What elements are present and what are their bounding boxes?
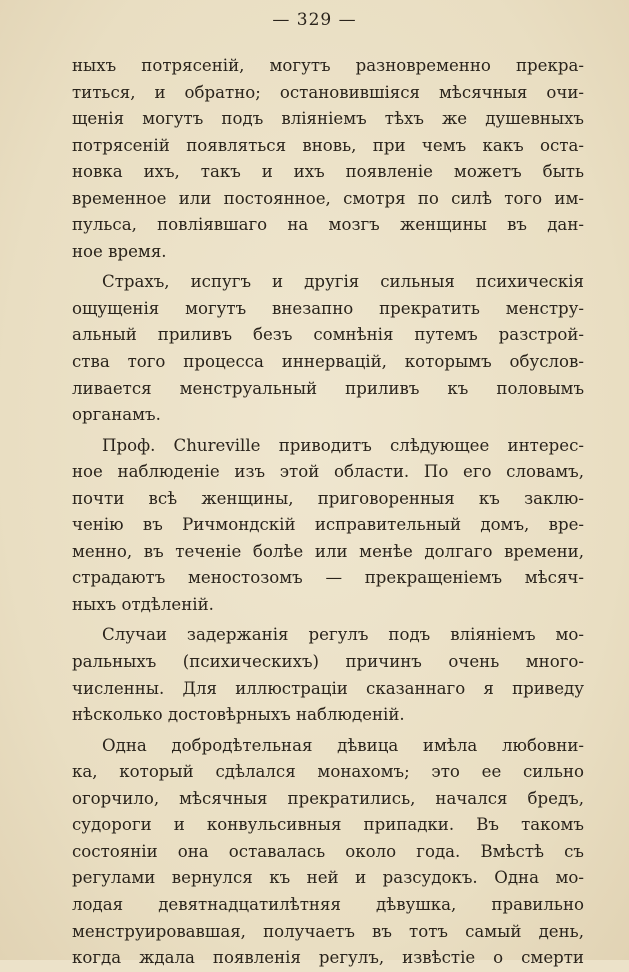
text-line: менно, въ теченіе болѣе или менѣе долгаго времени, <box>72 541 584 561</box>
text-line: менструировавшая, получаетъ въ тотъ самый день, <box>72 921 584 941</box>
text-line: ства того процесса иннервацій, которымъ обуслов- <box>72 352 584 372</box>
text-line: ка, который сдѣлался монахомъ; это ее сильно <box>72 762 584 782</box>
text-line: ченію въ Ричмондскій исправительный домъ, вре- <box>72 515 584 535</box>
text-line: Проф. Chureville приводитъ слѣдующее интерес- <box>102 435 584 455</box>
text-line: органамъ. <box>72 405 161 425</box>
paragraph <box>72 269 584 428</box>
page-number: — 329 — <box>272 10 357 30</box>
text-line: новка ихъ, такъ и ихъ появленіе можетъ быть <box>72 162 584 182</box>
text-line: временное или постоянное, смотря по силѣ того им- <box>72 188 584 208</box>
text-line: численны. Для иллюстраціи сказаннаго я приведу <box>72 678 584 698</box>
paragraph <box>72 733 584 972</box>
text-line: ощущенія могутъ внезапно прекратить менстру- <box>72 298 584 318</box>
text-line: ливается менструальный приливъ къ половымъ <box>72 378 584 398</box>
text-line: огорчило, мѣсячныя прекратились, начался бредъ, <box>72 788 584 808</box>
text-line: нѣсколько достовѣрныхъ наблюденій. <box>72 705 405 725</box>
text-line: регулами вернулся къ ней и разсудокъ. Одна мо- <box>72 868 584 888</box>
text-line: почти всѣ женщины, приговоренныя къ заклю- <box>72 488 584 508</box>
text-line: страдаютъ меностозомъ — прекращеніемъ мѣсяч- <box>72 568 584 588</box>
text-line: титься, и обратно; остановившіяся мѣсячныя очи- <box>72 82 584 102</box>
paragraph <box>72 53 584 265</box>
text-line: пульса, повліявшаго на мозгъ женщины въ дан- <box>72 215 584 235</box>
text-line: альный приливъ безъ сомнѣнія путемъ разстрой- <box>72 325 584 345</box>
text-line: ныхъ отдѣленій. <box>72 594 214 614</box>
text-line: лодая девятнадцатилѣтняя дѣвушка, правильно <box>72 894 584 914</box>
text-line: Страхъ, испугъ и другія сильныя психическія <box>102 272 584 292</box>
paragraph <box>72 622 584 728</box>
text-line: Одна добродѣтельная дѣвица имѣла любовни- <box>102 735 584 755</box>
page-text <box>72 53 584 972</box>
text-line: ральныхъ (психическихъ) причинъ очень много- <box>72 652 584 672</box>
text-line: ное время. <box>72 241 167 261</box>
text-line: Случаи задержанія регулъ подъ вліяніемъ мо- <box>102 625 584 645</box>
text-line: ное наблюденіе изъ этой области. По его словамъ, <box>72 462 584 482</box>
text-line: потрясеній появляться вновь, при чемъ какъ оста- <box>72 135 584 155</box>
text-line: щенія могутъ подъ вліяніемъ тѣхъ же душевныхъ <box>72 109 584 129</box>
text-line: ныхъ потрясеній, могутъ разновременно прекра- <box>72 56 584 75</box>
text-line: состояніи она оставалась около года. Вмѣстѣ съ <box>72 841 584 861</box>
text-line: когда ждала появленія регулъ, извѣстіе о смерти <box>72 948 584 968</box>
paragraph <box>72 433 584 619</box>
text-line: судороги и конвульсивныя припадки. Въ такомъ <box>72 815 584 835</box>
